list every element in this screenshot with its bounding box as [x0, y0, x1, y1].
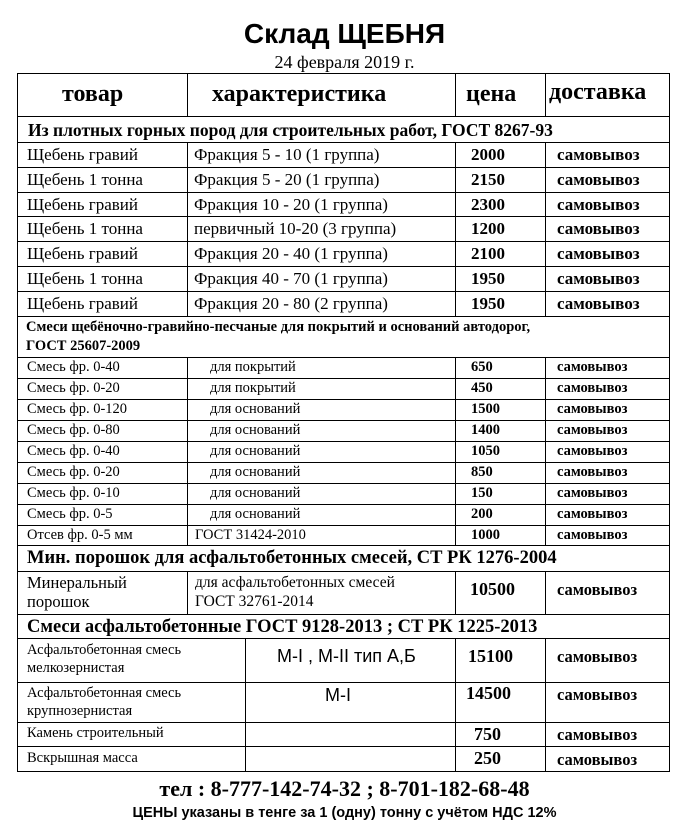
s1-spec: Фракция 40 - 70 (1 группа): [194, 269, 388, 288]
s1-delivery: самовывоз: [557, 170, 640, 189]
powder-price: 10500: [470, 579, 515, 599]
row-rule: [17, 291, 670, 292]
s2-delivery: самовывоз: [557, 464, 628, 480]
s3-delivery: самовывоз: [557, 685, 638, 704]
s3-delivery: самовывоз: [557, 750, 638, 769]
section2-rule: [17, 357, 670, 358]
col-rule: [187, 142, 188, 316]
row-rule: [17, 192, 670, 193]
powder-delivery: самовывоз: [557, 580, 638, 599]
s2-price: 650: [471, 359, 493, 375]
header-bottom-rule: [17, 116, 670, 117]
s1-price: 1200: [471, 219, 505, 238]
price-note: ЦЕНЫ указаны в тенге за 1 (одну) тонну с учётом НДС 12%: [132, 805, 557, 821]
col-rule: [455, 142, 456, 316]
s2-product: Смесь фр. 0-40: [27, 443, 120, 459]
s2-price: 200: [471, 506, 493, 522]
section3-title: Смеси асфальтобетонные ГОСТ 9128-2013 ; СТ РК 1225-2013: [27, 617, 538, 637]
s2-spec: для покрытий: [210, 359, 296, 375]
s2-delivery: самовывоз: [557, 401, 628, 417]
section-rule: [17, 316, 670, 317]
s2-spec: для оснований: [210, 422, 301, 438]
s2-price: 1500: [471, 401, 500, 417]
s3-product: Асфальтобетонная смесь: [27, 685, 182, 701]
row-rule: [17, 399, 670, 400]
section2-title-gost: ГОСТ 25607-2009: [26, 338, 141, 354]
section-rule: [17, 614, 670, 615]
row-rule: [17, 420, 670, 421]
section-rule: [17, 545, 670, 546]
s1-price: 2000: [471, 145, 505, 164]
s2-product: Отсев фр. 0-5 мм: [27, 527, 133, 543]
s2-product: Смесь фр. 0-20: [27, 464, 120, 480]
s2-product: Смесь фр. 0-120: [27, 401, 128, 417]
s3-price: 750: [474, 724, 501, 744]
s2-delivery: самовывоз: [557, 485, 628, 501]
s2-spec: ГОСТ 31424-2010: [195, 527, 306, 543]
s2-delivery: самовывоз: [557, 506, 628, 522]
s1-product: Щебень 1 тонна: [27, 170, 143, 189]
s3-spec: М-I , М-II тип А,Б: [277, 646, 416, 666]
section2-title: Смеси щебёночно-гравийно-песчаные для покрытий и оснований автодорог,: [26, 319, 531, 335]
s2-spec: для оснований: [210, 485, 301, 501]
row-rule: [17, 682, 670, 683]
section1-title: Из плотных горных пород для строительных работ, ГОСТ 8267-93: [28, 120, 553, 140]
s3-delivery: самовывоз: [557, 725, 638, 744]
phone-numbers: тел : 8-777-142-74-32 ; 8-701-182-68-48: [159, 776, 530, 801]
s1-spec: Фракция 20 - 80 (2 группа): [194, 294, 388, 313]
page-title: Склад ЩЕБНЯ: [243, 18, 446, 49]
date-line: 24 февраля 2019 г.: [274, 52, 415, 72]
s2-spec: для оснований: [210, 506, 301, 522]
s1-delivery: самовывоз: [557, 244, 640, 263]
row-rule: [17, 462, 670, 463]
powder-product-line2: порошок: [27, 592, 90, 611]
s1-spec: первичный 10-20 (3 группа): [194, 219, 397, 238]
row-rule: [17, 525, 670, 526]
row-rule: [17, 504, 670, 505]
s3-product-line2: мелкозернистая: [27, 660, 125, 676]
s1-spec: Фракция 5 - 10 (1 группа): [194, 145, 380, 164]
row-rule: [17, 722, 670, 723]
s2-spec: для оснований: [210, 443, 301, 459]
row-rule: [17, 167, 670, 168]
col-rule: [545, 142, 546, 316]
row-rule: [17, 241, 670, 242]
s2-delivery: самовывоз: [557, 359, 628, 375]
s2-delivery: самовывоз: [557, 422, 628, 438]
s1-price: 2100: [471, 244, 505, 263]
row-rule: [17, 216, 670, 217]
row-rule: [17, 378, 670, 379]
s2-product: Смесь фр. 0-80: [27, 422, 120, 438]
col-rule: [187, 357, 188, 545]
header-price: цена: [466, 81, 517, 107]
s2-spec: для покрытий: [210, 380, 296, 396]
col-rule: [187, 73, 188, 116]
s1-price: 2150: [471, 170, 505, 189]
s1-delivery: самовывоз: [557, 219, 640, 238]
header-product: товар: [62, 81, 124, 107]
s2-delivery: самовывоз: [557, 443, 628, 459]
s1-price: 2300: [471, 195, 505, 214]
col-rule: [455, 571, 456, 614]
s2-spec: для оснований: [210, 401, 301, 417]
s2-price: 450: [471, 380, 493, 396]
s1-delivery: самовывоз: [557, 294, 640, 313]
s2-price: 150: [471, 485, 493, 501]
s3-product: Асфальтобетонная смесь: [27, 642, 182, 658]
s3-product: Вскрышная масса: [27, 750, 138, 766]
col-rule: [545, 638, 546, 772]
s2-price: 1400: [471, 422, 500, 438]
s2-delivery: самовывоз: [557, 380, 628, 396]
s1-product: Щебень гравий: [27, 294, 139, 313]
s1-product: Щебень 1 тонна: [27, 269, 143, 288]
powder-title: Мин. порошок для асфальтобетонных смесей, СТ РК 1276-2004: [27, 548, 557, 568]
s3-product: Камень строительный: [27, 725, 164, 741]
s1-price: 1950: [471, 269, 505, 288]
s3-spec: М-I: [325, 685, 351, 705]
row-rule: [17, 441, 670, 442]
s2-spec: для оснований: [210, 464, 301, 480]
s1-spec: Фракция 20 - 40 (1 группа): [194, 244, 388, 263]
row-rule: [17, 746, 670, 747]
s1-delivery: самовывоз: [557, 269, 640, 288]
header-delivery: доставка: [549, 79, 647, 105]
row-rule: [17, 266, 670, 267]
s2-delivery: самовывоз: [557, 527, 628, 543]
s1-product: Щебень гравий: [27, 244, 139, 263]
col-rule: [545, 357, 546, 545]
s1-product: Щебень гравий: [27, 195, 139, 214]
s3-price: 15100: [468, 646, 513, 666]
s1-delivery: самовывоз: [557, 145, 640, 164]
s3-price: 14500: [466, 683, 511, 703]
powder-spec: для асфальтобетонных смесей: [195, 574, 395, 591]
s2-product: Смесь фр. 0-10: [27, 485, 120, 501]
s1-price: 1950: [471, 294, 505, 313]
col-rule: [545, 571, 546, 614]
s1-spec: Фракция 10 - 20 (1 группа): [194, 195, 388, 214]
s1-product: Щебень гравий: [27, 145, 139, 164]
col-rule: [545, 73, 546, 116]
powder-title-rule: [17, 571, 670, 572]
s2-price: 1000: [471, 527, 500, 543]
s2-product: Смесь фр. 0-40: [27, 359, 120, 375]
s3-delivery: самовывоз: [557, 647, 638, 666]
s2-price: 850: [471, 464, 493, 480]
s2-price: 1050: [471, 443, 500, 459]
col-rule: [187, 571, 188, 614]
s1-product: Щебень 1 тонна: [27, 219, 143, 238]
col-rule: [455, 638, 456, 772]
s2-product: Смесь фр. 0-5: [27, 506, 113, 522]
s3-price: 250: [474, 748, 501, 768]
s3-product-line2: крупнозернистая: [27, 703, 133, 719]
s1-delivery: самовывоз: [557, 195, 640, 214]
col-rule: [455, 73, 456, 116]
powder-spec-gost: ГОСТ 32761-2014: [195, 593, 314, 610]
header-spec: характеристика: [212, 81, 387, 107]
row-rule: [17, 483, 670, 484]
section3-rule: [17, 638, 670, 639]
col-rule: [455, 357, 456, 545]
powder-product: Минеральный: [27, 573, 127, 592]
s1-spec: Фракция 5 - 20 (1 группа): [194, 170, 380, 189]
s2-product: Смесь фр. 0-20: [27, 380, 120, 396]
section1-rule: [17, 142, 670, 143]
col-rule: [245, 638, 246, 772]
